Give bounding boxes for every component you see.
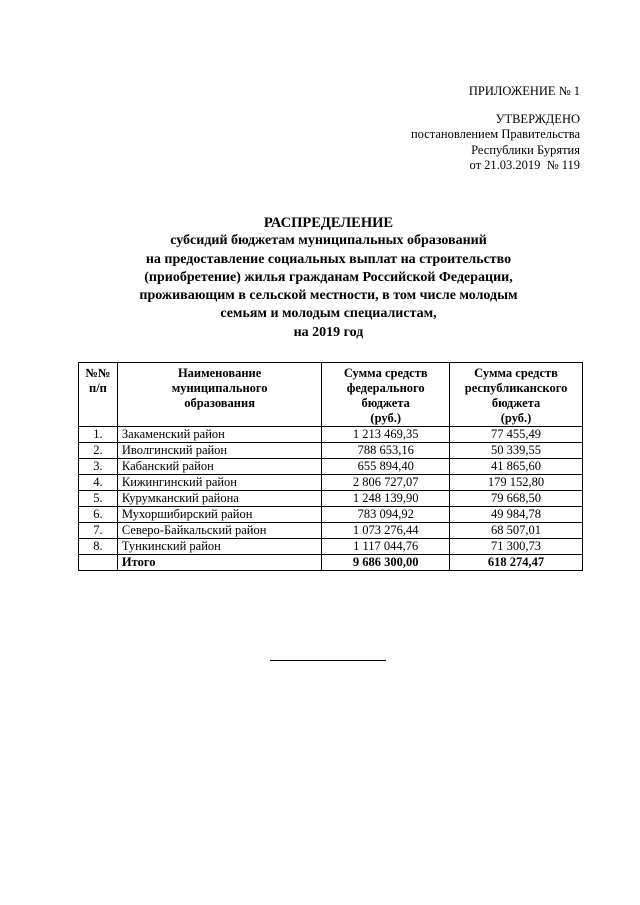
decree-line-2: Республики Бурятия [471,142,580,157]
table-row [79,443,583,459]
row-federal: 783 094,92 [322,507,450,523]
row-name: Мухоршибирский район [117,507,321,523]
approval-block [411,84,580,174]
title-line: (приобретение) жилья гражданам Российской Федерации, [144,269,513,285]
row-federal: 1 248 139,90 [322,491,450,507]
row-name: Курумканский района [117,491,321,507]
distribution-table [78,362,583,571]
row-federal: 1 117 044,76 [322,539,450,555]
row-republic: 41 865,60 [450,459,583,475]
document-title [60,214,597,342]
row-name: Иволгинский район [117,443,321,459]
title-line: семьям и молодым специалистам, [220,306,437,322]
table-row [79,459,583,475]
table-row [79,475,583,491]
row-num: 5. [79,491,118,507]
table-row [79,507,583,523]
row-num: 2. [79,443,118,459]
header-name: Наименование муниципального образования [117,363,321,427]
total-num-cell [79,555,118,571]
approved-label: УТВЕРЖДЕНО [495,111,580,126]
row-federal: 788 653,16 [322,443,450,459]
total-label: Итого [117,555,321,571]
row-republic: 77 455,49 [450,427,583,443]
row-republic: 49 984,78 [450,507,583,523]
row-name: Северо-Байкальский район [117,523,321,539]
row-num: 8. [79,539,118,555]
table-row [79,427,583,443]
total-row [79,555,583,571]
row-republic: 50 339,55 [450,443,583,459]
title-line: субсидий бюджетам муниципальных образований [170,233,487,249]
row-name: Закаменский район [117,427,321,443]
row-num: 4. [79,475,118,491]
title-line: проживающим в сельской местности, в том числе молодым [139,288,518,304]
row-num: 3. [79,459,118,475]
row-republic: 68 507,01 [450,523,583,539]
appendix-label: ПРИЛОЖЕНИЕ № 1 [468,84,580,98]
row-num: 1. [79,427,118,443]
total-federal: 9 686 300,00 [322,555,450,571]
header-republic: Сумма средств республиканского бюджета (руб.) [450,363,583,427]
table-header-row [79,363,583,427]
row-federal: 2 806 727,07 [322,475,450,491]
header-num: №№ п/п [79,363,118,427]
table-row [79,523,583,539]
row-num: 7. [79,523,118,539]
row-name: Кабанский район [117,459,321,475]
total-republic: 618 274,47 [450,555,583,571]
decree-line-1: постановлением Правительства [410,127,580,141]
row-republic: 179 152,80 [450,475,583,491]
decree-date: от 21.03.2019 № 119 [469,158,580,172]
title-line: на 2019 год [293,324,364,340]
row-federal: 655 894,40 [322,459,450,475]
header-federal: Сумма средств федерального бюджета (руб.) [322,363,450,427]
row-federal: 1 213 469,35 [322,427,450,443]
title-heading: РАСПРЕДЕЛЕНИЕ [263,215,394,231]
table-row [79,491,583,507]
table-row [79,539,583,555]
row-republic: 71 300,73 [450,539,583,555]
row-federal: 1 073 276,44 [322,523,450,539]
row-num: 6. [79,507,118,523]
title-line: на предоставление социальных выплат на строительство [145,251,512,267]
closing-divider [270,660,386,661]
row-name: Кижингинский район [117,475,321,491]
row-republic: 79 668,50 [450,491,583,507]
row-name: Тункинский район [117,539,321,555]
